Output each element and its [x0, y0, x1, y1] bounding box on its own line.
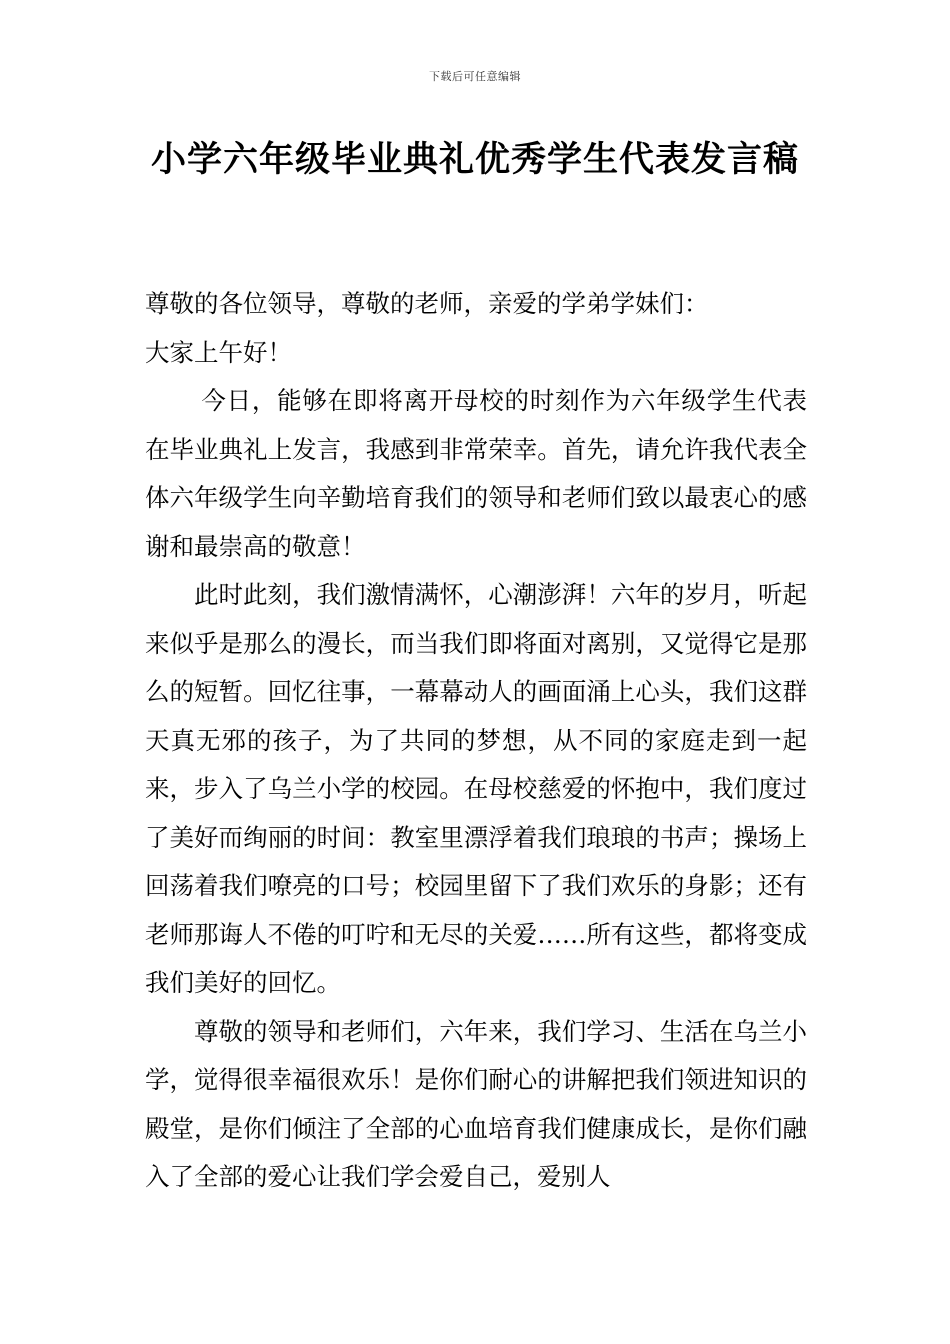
paragraph: 今日，能够在即将离开母校的时刻作为六年级学生代表在毕业典礼上发言，我感到非常荣幸。首先，请允许我代表全体六年级学生向辛勤培育我们的领导和老师们致以最衷心的感谢和最崇高的敬意！: [145, 386, 807, 561]
document-body: [145, 280, 807, 1202]
salutation: 尊敬的各位领导，尊敬的老师，亲爱的学弟学妹们：: [145, 289, 709, 318]
greeting: 大家上午好！: [145, 337, 292, 367]
header-note: 下载后可任意编辑: [429, 70, 521, 83]
document-title: 小学六年级毕业典礼优秀学生代表发言稿: [150, 139, 799, 180]
paragraph: 尊敬的领导和老师们，六年来，我们学习、生活在乌兰小学，觉得很幸福很欢乐！是你们耐心的讲解把我们领进知识的殿堂，是你们倾注了全部的心血培育我们健康成长，是你们融入了全部的爱心让我们学会爱自己，爱别人: [145, 1016, 807, 1191]
paragraph: 此时此刻，我们激情满怀，心潮澎湃！六年的岁月，听起来似乎是那么的漫长，而当我们即将面对离别，又觉得它是那么的短暂。回忆往事，一幕幕动人的画面涌上心头，我们这群天真无邪的孩子，为了共同的梦想，从不同的家庭走到一起来，步入了乌兰小学的校园。在母校慈爱的怀抱中，我们度过了美好而绚丽的时间：教室里漂浮着我们琅琅的书声；操场上回荡着我们嘹亮的口号；校园里留下了我们欢乐的身影；还有老师那诲人不倦的叮咛和无尽的关爱……所有这些，都将变成我们美好的回忆。: [145, 580, 807, 997]
